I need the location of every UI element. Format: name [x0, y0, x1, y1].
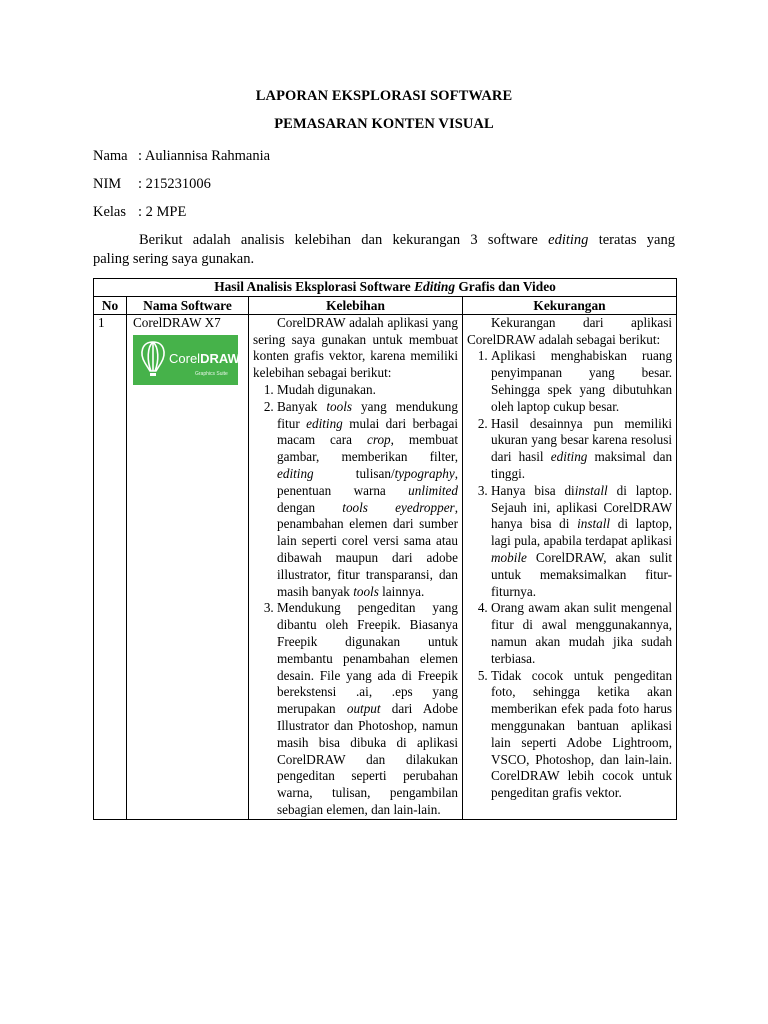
list-item: 2. Banyak tools yang mendukung fitur editing mulai dari berbagai macam cara crop, membuat gambar, memberikan filter, editing tulisan/typography, penentuan warna unlimited dengan tools eyedropper, penambahan elemen dari sumber lain seperti corel versi sama atau dibawah maupun dari adobe illustrator, fitur transparansi, dan masih banyak tools lainnya. [277, 399, 458, 601]
list-item: 3. Hanya bisa diinstall di laptop. Sejauh ini, aplikasi CorelDRAW hanya bisa di install di laptop, lagi pula, apabila terdapat aplikasi mobile CorelDRAW, akan sulit untuk memaksimalkan fitur-fiturnya. [491, 483, 672, 601]
list-item: 1. Mudah digunakan. [277, 382, 458, 399]
kelebihan-intro: CorelDRAW adalah aplikasi yang sering saya gunakan untuk membuat konten grafis vektor, karena memiliki kelebihan sebagai berikut: [253, 314, 458, 381]
identity-class [93, 204, 186, 221]
kekurangan-intro: Kekurangan dari aplikasi CorelDRAW adalah sebagai berikut: [467, 314, 673, 347]
coreldraw-logo [133, 335, 238, 385]
coreldraw-balloon-icon [133, 335, 173, 385]
report-subtitle: PEMASARAN KONTEN VISUAL [274, 116, 494, 132]
kekurangan-cell [463, 314, 677, 819]
intro-paragraph: Berikut adalah analisis kelebihan dan kekurangan 3 software editing teratas yang paling sering saya gunakan. [93, 232, 675, 267]
header-kekurangan: Kekurangan [463, 296, 677, 314]
software-cell [127, 314, 249, 819]
kekurangan-list [467, 348, 672, 802]
identity-label: Nama [93, 148, 128, 164]
kelebihan-cell [249, 314, 463, 819]
list-item: 5. Tidak cocok untuk pengeditan foto, sehingga ketika akan memberikan efek pada foto harus menggunakan bantuan aplikasi lain seperti Adobe Lightroom, VSCO, Photoshop, dan lain-lain. CorelDRAW lebih cocok untuk pengeditan grafis vektor. [491, 668, 672, 802]
table-row [94, 314, 677, 819]
analysis-table [93, 278, 677, 820]
kelebihan-list [253, 382, 458, 819]
table-caption: Hasil Analisis Eksplorasi Software Editing Grafis dan Video [94, 279, 677, 297]
list-item: 1. Aplikasi menghabiskan ruang penyimpanan yang besar. Sehingga spek yang dibutuhkan oleh laptop cukup besar. [491, 348, 672, 415]
identity-value: : 215231006 [138, 176, 211, 192]
logo-subtitle: Graphics Suite [195, 370, 228, 377]
table-header-row [94, 296, 677, 314]
list-item: 4. Orang awam akan sulit mengenal fitur di awal menggunakannya, namun akan mudah jika sudah terbiasa. [491, 600, 672, 667]
header-no: No [94, 296, 127, 314]
identity-label: Kelas [93, 204, 127, 220]
list-item: 2. Hasil desainnya pun memiliki ukuran yang besar karena resolusi dari hasil editing maksimal dan tinggi. [491, 416, 672, 483]
software-name: CorelDRAW X7 [133, 314, 221, 330]
identity-nim [93, 176, 211, 193]
logo-wordmark: CorelDRAW [169, 350, 240, 366]
identity-value: : 2 MPE [138, 204, 187, 220]
identity-name [93, 148, 270, 165]
report-title: LAPORAN EKSPLORASI SOFTWARE [255, 88, 513, 104]
identity-value: : Auliannisa Rahmania [138, 148, 271, 164]
header-kelebihan: Kelebihan [249, 296, 463, 314]
header-name: Nama Software [127, 296, 249, 314]
list-item: 3. Mendukung pengeditan yang dibantu oleh Freepik. Biasanya Freepik digunakan untuk membantu penambahan elemen desain. File yang ada di Freepik berekstensi .ai, .eps yang merupakan output dari Adobe Illustrator dan Photoshop, namun masih bisa dibuka di aplikasi CorelDRAW dan dilakukan pengeditan seperti perubahan warna, tulisan, pengambilan sebagian elemen, dan lain-lain. [277, 600, 458, 818]
row-number: 1 [94, 314, 127, 819]
identity-label: NIM [93, 176, 122, 192]
